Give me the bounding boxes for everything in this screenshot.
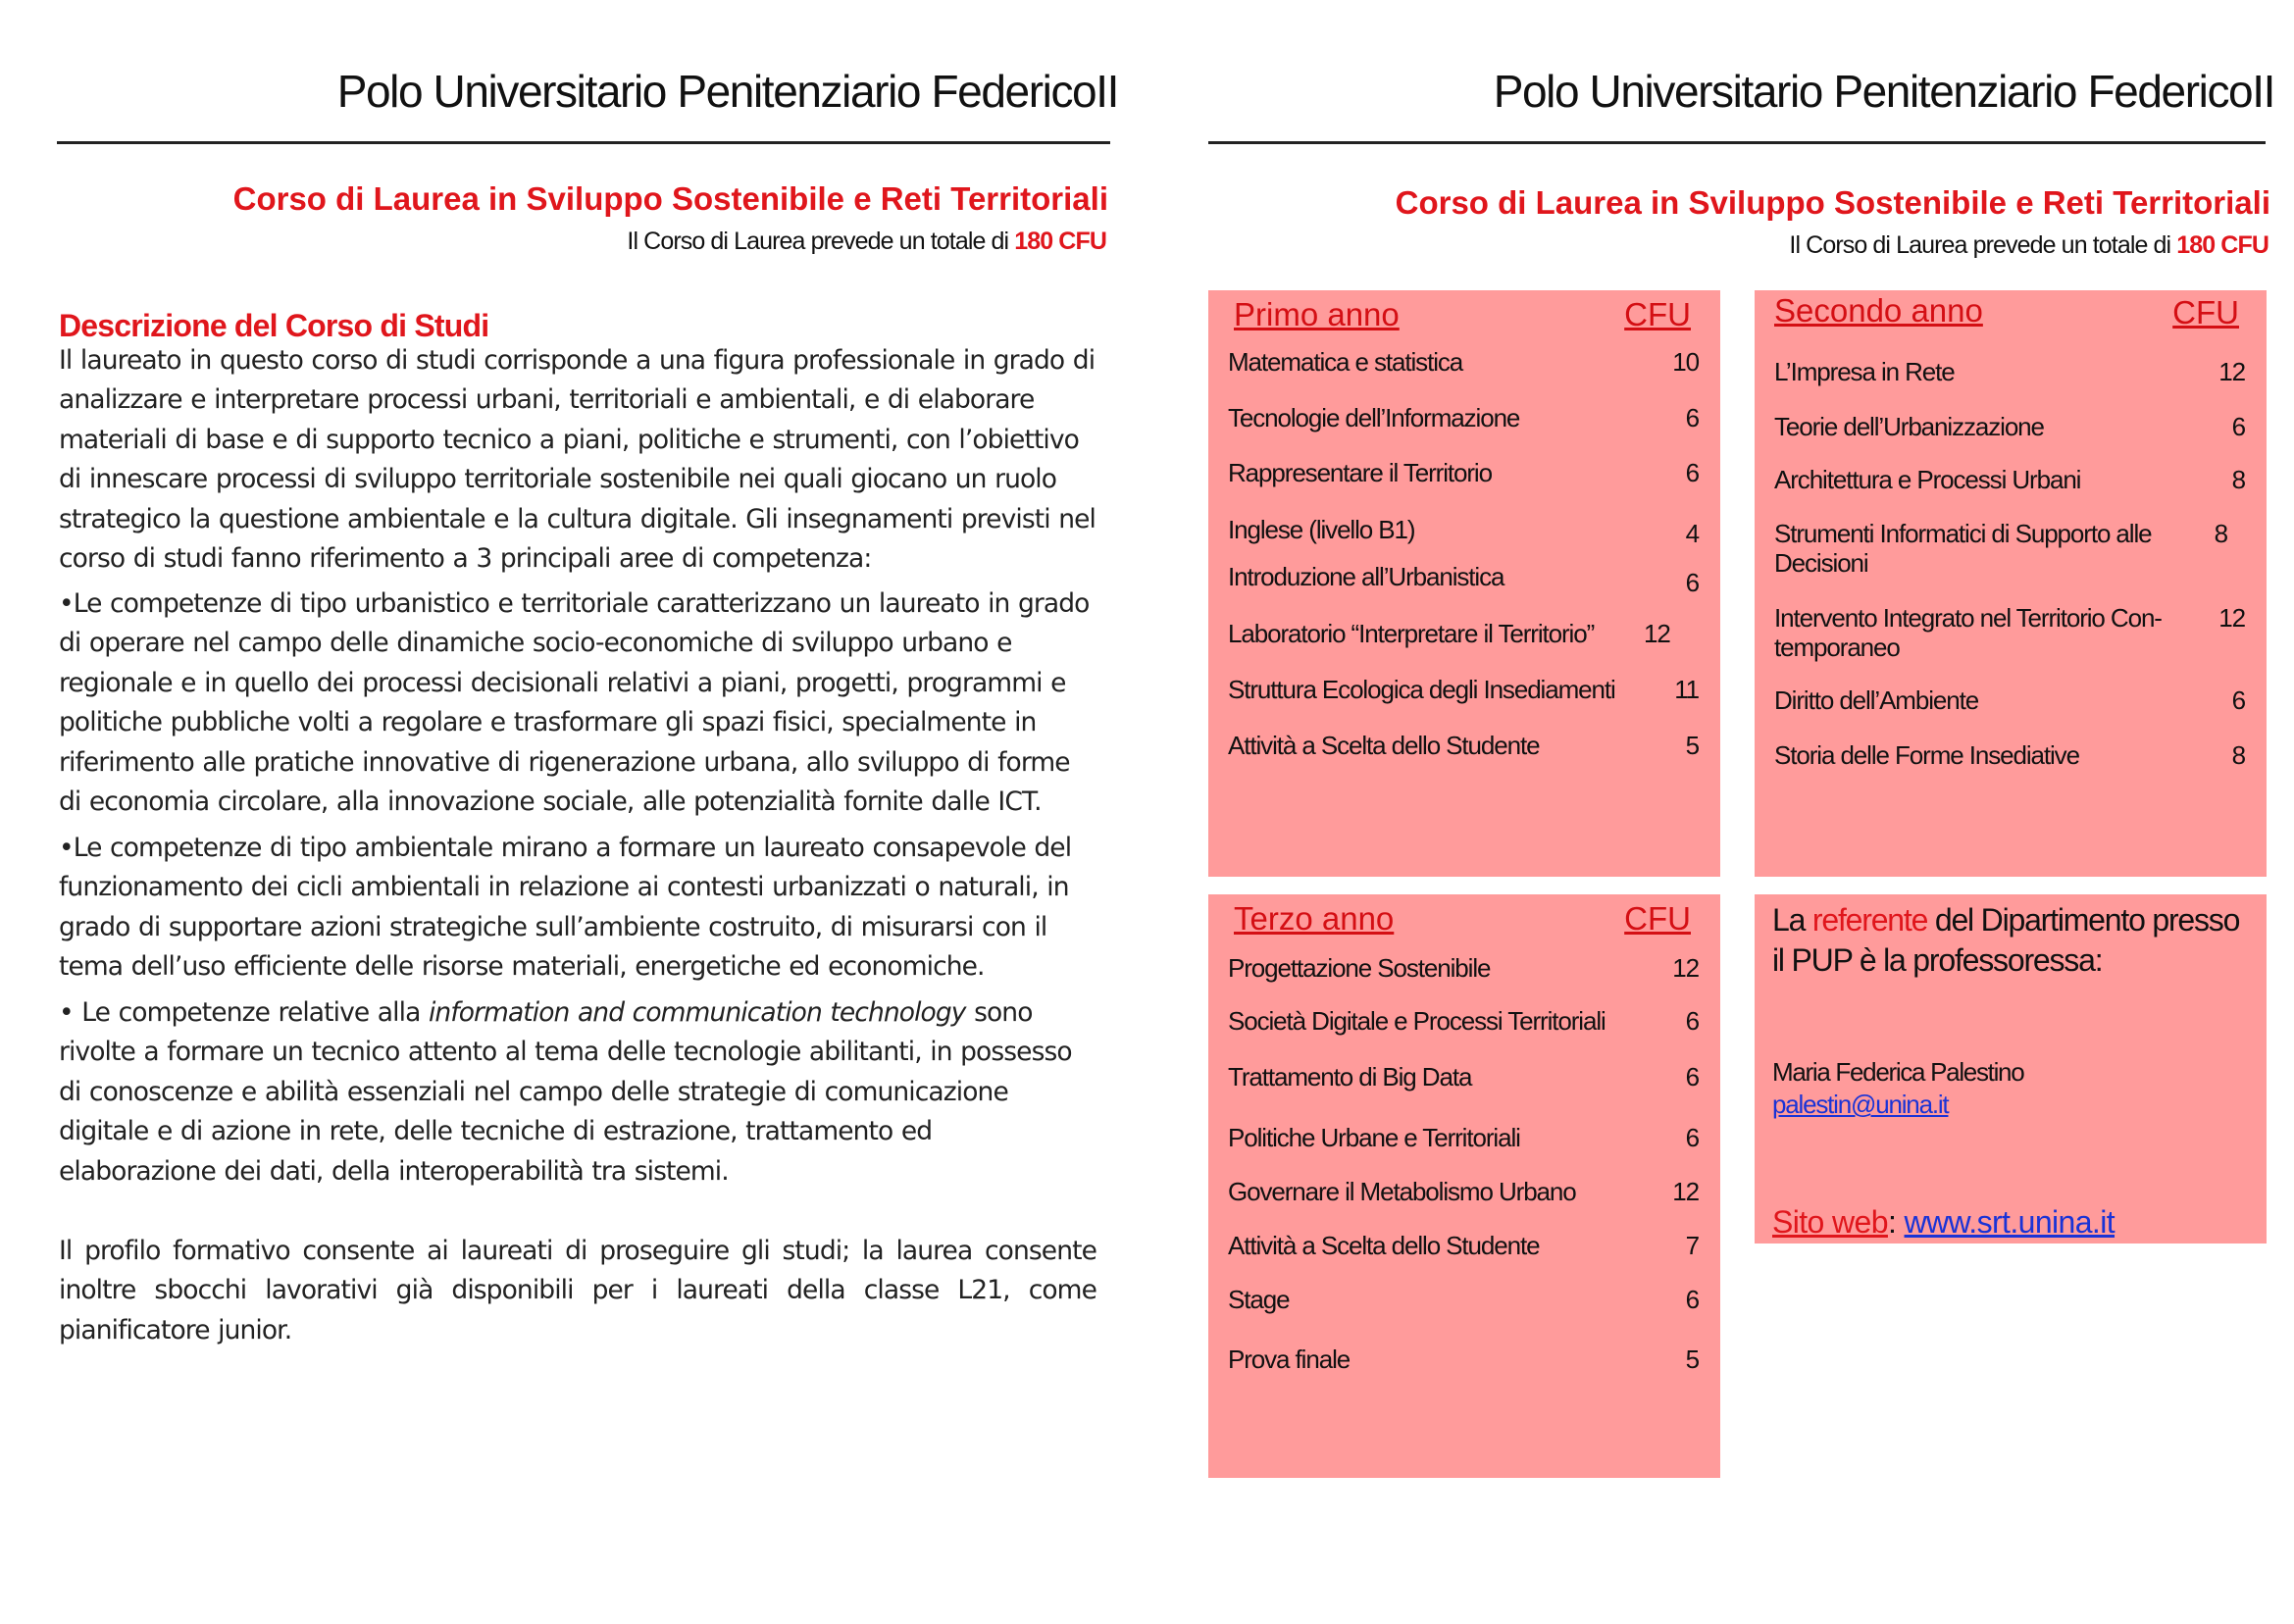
header-title: Polo Universitario Penitenziario FedericoII (1493, 66, 2274, 117)
year-3-label: Terzo anno (1234, 900, 1395, 937)
course-total-prefix: Il Corso di Laurea prevede un totale di (627, 228, 1015, 255)
course-cfu: 12 (2218, 603, 2245, 633)
description-heading: Descrizione del Corso di Studi (59, 308, 489, 343)
course-name: Teorie dell’Urbanizzazione (1774, 412, 2044, 441)
course-cfu: 6 (1685, 1062, 1699, 1091)
course-row (1228, 1231, 1699, 1261)
website-link[interactable]: www.srt.unina.it (1904, 1204, 2116, 1240)
course-title: Corso di Laurea in Sviluppo Sostenibile e Reti Territoriali (232, 180, 1108, 217)
contact-intro-pre: La (1772, 902, 1812, 938)
course-row (1228, 1123, 1699, 1153)
course-total-line (627, 228, 1106, 256)
course-cfu: 8 (2231, 465, 2245, 494)
course-cfu: 12 (1672, 953, 1699, 983)
course-name: Diritto dell’Ambiente (1774, 685, 1979, 715)
year-3-header (1208, 894, 1720, 941)
course-row (1228, 953, 1699, 984)
course-cfu: 6 (1685, 1006, 1699, 1036)
course-row (1228, 619, 1699, 649)
course-name: Attività a Scelta dello Studente (1228, 1231, 1540, 1260)
course-cfu: 8 (2231, 740, 2245, 770)
course-name: Prova finale (1228, 1345, 1351, 1374)
course-row (1774, 685, 2245, 716)
course-row (1774, 465, 2245, 495)
course-name: Trattamento di Big Data (1228, 1062, 1472, 1091)
course-name: Tecnologie dell’Informazione (1228, 403, 1520, 432)
course-name: Matematica e statistica (1228, 347, 1463, 377)
course-row (1774, 519, 2245, 578)
course-cfu: 6 (1685, 1123, 1699, 1152)
course-row (1228, 347, 1699, 378)
ict-italic-term: information and communication technology (428, 997, 966, 1028)
course-name: Storia delle Forme Insediative (1774, 740, 2079, 770)
ict-rest: sono rivolte a formare un tecnico attento al tema delle tecnologie abilitanti, in possesso di conoscenze e abilità essenziali nel campo delle strategie di comunicazione digitale e di azione in rete, delle tecniche di estrazione, trattamento ed elaborazione dei dati, della interoperabilità tra sistemi. (59, 997, 1072, 1187)
course-row (1774, 357, 2245, 387)
course-row (1228, 1006, 1699, 1037)
website-label: Sito web (1772, 1204, 1888, 1240)
year-1-box (1208, 290, 1720, 877)
course-cfu: 12 (1644, 619, 1670, 648)
course-name: Progettazione Sostenibile (1228, 953, 1491, 983)
contact-name: Maria Federica Palestino (1772, 1057, 2024, 1087)
course-name: Inglese (livello B1) (1228, 515, 1415, 544)
course-cfu: 6 (1685, 458, 1699, 487)
ict-prefix: • Le competenze relative alla (59, 997, 429, 1028)
contact-box (1755, 894, 2267, 1243)
course-cfu: 12 (2218, 357, 2245, 386)
course-row (1774, 740, 2245, 771)
year-3-box (1208, 894, 1720, 1478)
description-intro: Il laureato in questo corso di studi corrisponde a una figura professionale in grado di analizzare e interpretare processi urbani, territoriali e ambientali, e di elaborare materiali di base e di supporto tecnico a piani, politiche e strumenti, con l’obiettivo di innescare processi di sviluppo territoriale sostenibile nei quali giocano un ruolo strategico la questione ambientale e la cultura digitale. Gli insegnamenti previsti nel corso di studi fanno riferimento a 3 principali aree di competenza: (59, 345, 1096, 575)
course-row (1228, 515, 1699, 548)
website-separator: : (1887, 1204, 1905, 1240)
contact-email-link[interactable]: palestin@unina.it (1772, 1090, 1949, 1119)
course-name: Attività a Scelta dello Studente (1228, 731, 1540, 760)
course-name: Governare il Metabolismo Urbano (1228, 1177, 1576, 1206)
course-name: Politiche Urbane e Territoriali (1228, 1123, 1520, 1152)
course-title: Corso di Laurea in Sviluppo Sostenibile e Reti Territoriali (1395, 184, 2270, 221)
course-row (1774, 412, 2245, 442)
course-cfu: 7 (1685, 1231, 1699, 1260)
course-name: Stage (1228, 1285, 1290, 1314)
description-urban-skills: •Le competenze di tipo urbanistico e territoriale caratterizzano un laureato in grado di operare nel campo delle dinamiche socio-economiche di sviluppo urbano e regionale e in quello dei processi decisionali relativi a piani, progetti, programmi e politiche pubbliche volti a regolare e trasformare gli spazi fisici, specialmente in riferimento alle pratiche innovative di rigenerazione urbana, allo sviluppo di forme di economia circolare, alla innovazione sociale, alle potenzialità fornite dalle ICT. (59, 588, 1090, 818)
year-1-header (1208, 290, 1720, 337)
course-total-cfu: 180 CFU (1014, 228, 1106, 255)
cfu-column-label: CFU (2172, 294, 2239, 330)
course-name: Architettura e Processi Urbani (1774, 465, 2081, 494)
course-name: Società Digitale e Processi Territoriali (1228, 1006, 1606, 1036)
course-cfu: 12 (1672, 1177, 1699, 1206)
course-row (1228, 562, 1699, 597)
course-row (1774, 603, 2245, 662)
course-name: L’Impresa in Rete (1774, 357, 1955, 386)
course-row (1228, 1285, 1699, 1315)
course-name: Intervento Integrato nel Territorio Con-temporaneo (1774, 603, 2162, 662)
cfu-column-label: CFU (1624, 296, 1691, 332)
course-cfu: 6 (2231, 685, 2245, 715)
description-outro: Il profilo formativo consente ai laureati di proseguire gli studi; la laurea consente inoltre sbocchi lavorativi già disponibili per i laureati della classe L21, come pianificatore junior. (59, 1236, 1096, 1345)
course-cfu: 6 (1685, 568, 1699, 597)
course-row (1228, 1345, 1699, 1375)
course-total-line (1789, 231, 2269, 260)
course-row (1228, 1177, 1699, 1207)
description-ict-skills (59, 993, 1096, 1192)
course-row (1228, 458, 1699, 488)
cfu-column-label: CFU (1624, 900, 1691, 937)
course-cfu: 5 (1685, 1345, 1699, 1374)
year-1-label: Primo anno (1234, 296, 1400, 332)
course-name: Rappresentare il Territorio (1228, 458, 1492, 487)
contact-intro-post: del Dipartimento presso il PUP è la professoressa: (1772, 902, 2240, 978)
course-name: Laboratorio “Interpretare il Territorio” (1228, 619, 1595, 648)
course-cfu: 11 (1674, 675, 1699, 704)
course-name: Introduzione all’Urbanistica (1228, 562, 1504, 591)
course-name: Struttura Ecologica degli Insediamenti (1228, 675, 1615, 704)
course-cfu: 6 (1685, 1285, 1699, 1314)
year-2-box (1755, 290, 2267, 877)
course-cfu: 6 (1685, 403, 1699, 432)
website-line (1772, 1204, 2115, 1241)
course-total-prefix: Il Corso di Laurea prevede un totale di (1789, 231, 2177, 259)
course-cfu: 4 (1685, 519, 1699, 548)
year-2-label: Secondo anno (1774, 292, 1983, 329)
header-title: Polo Universitario Penitenziario FedericoII (336, 66, 1118, 117)
contact-intro (1772, 900, 2243, 981)
course-row (1228, 403, 1699, 433)
course-cfu: 8 (2214, 519, 2227, 548)
header-divider (57, 141, 1110, 144)
year-2-header (1755, 290, 2267, 337)
course-row (1228, 1062, 1699, 1092)
course-row (1228, 675, 1699, 705)
course-row (1228, 731, 1699, 761)
course-name: Strumenti Informatici di Supporto alle Decisioni (1774, 519, 2152, 578)
course-total-cfu: 180 CFU (2176, 231, 2269, 259)
course-cfu: 10 (1672, 347, 1699, 377)
contact-intro-highlight: referente (1811, 902, 1928, 938)
header-divider (1208, 141, 2266, 144)
course-cfu: 6 (2231, 412, 2245, 441)
description-environment-skills: •Le competenze di tipo ambientale mirano a formare un laureato consapevole del funzionamento dei cicli ambientali in relazione ai contesti urbanizzati o naturali, in grado di supportare azioni strategiche sull’ambiente costruito, di misurarsi con il tema dell’uso efficiente delle risorse materiali, energetiche ed economiche. (59, 833, 1072, 983)
course-cfu: 5 (1685, 731, 1699, 760)
